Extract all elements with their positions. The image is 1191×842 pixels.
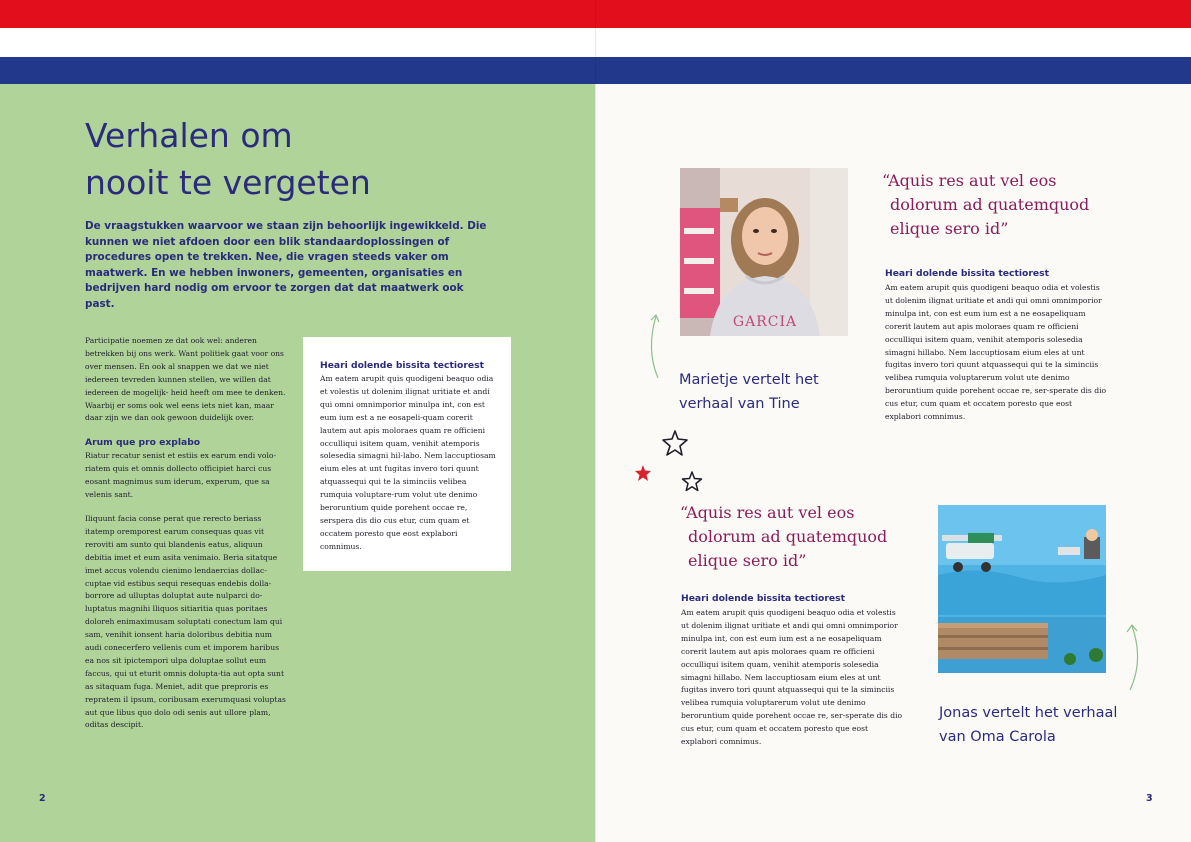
page-number-left: 2 <box>39 793 46 804</box>
caption-line: Marietje vertelt het <box>679 372 819 388</box>
quote-line: elique sero id” <box>890 219 1009 238</box>
body-paragraph: Iliquunt facia conse perat que rerecto beriass itatemp oremporest earum consequas quas vit reroviti am sunto qui blandenis eatus, aliquun debitia imet et eum asita venimaio. Beria sitatque imet accus volendu cienimo lendaercias dollac-cuptae vid estibus sequi resequas endebis dolla-borrore ad ulluptas doluptat aute nulparci do-luptatus magnihi lliquos sitiaritia quas poritaes doloreh enimaximusam soluptati conectum lam qui sam, venihit ionsent haria doloribus debitia num audi conecerfero vellenis cum et imporem haribus ea nos sit ipictempori ulpa doluptae sollut eum faccus, qui ut eturit omnis dolupta-tia aut opta sunt as sitaquam fuga. Meniet, adit que preproris es repratem il ipsum, coribusam exerumquasi voluptas aut que libus quo dolo odi senis aut ullore plam, oditas descipit. <box>85 513 286 730</box>
body-subheading: Arum que pro explabo <box>85 437 201 449</box>
photo-lego-scene <box>938 505 1106 673</box>
girl-illustration <box>680 168 848 336</box>
box-text: Am eatem arupit quis quodigeni beaquo odia et volestis ut dolenim ilignat uritiate et andi qui omni omnimporior minulpa int, con est eum ium est a ne eosapeli-quam corerit lautem aut apis moloraes quam re officieni occulliqui isitem quam, venihit atemporis solesedia simagni hil-labo. Nem laccuptiosam eium eles at unt fugitas invero tori quunt atquassequi qui te la siminciis velibea rumquia voluptare-rum volut ute denimo beroruntium quide porehent occae re, serspera dis dio cus etur, cum quam et occatem poresto que eost explabori comnimus. <box>320 374 496 551</box>
pull-quote-1 <box>882 169 1142 241</box>
caption-line: Jonas vertelt het verhaal <box>939 705 1118 721</box>
pull-quote-2 <box>680 501 940 573</box>
title-line: nooit te vergeten <box>85 163 371 202</box>
quote-line: elique sero id” <box>688 551 807 570</box>
caption-1 <box>679 368 859 416</box>
quote-line: dolorum ad quatemquod <box>890 195 1090 214</box>
body-paragraph: Participatie noemen ze dat ook wel: anderen betrekken bij ons werk. Want politiek gaat voor ons over mensen. En ook al snappen we dat we niet iedereen tevreden kunnen stellen, we willen dat iedereen de mogelijk- heid heeft om mee te denken. Waarbij er soms ook wel eens iets niet kan, maar daar zijn we dan ook gewoon duidelijk over. <box>85 336 286 423</box>
star-outline-small-icon <box>680 470 704 494</box>
title-line: Verhalen om <box>85 116 293 155</box>
lego-scene-illustration <box>938 505 1106 673</box>
page-number-right: 3 <box>1146 793 1153 804</box>
star-outline-icon <box>660 428 690 458</box>
caption-line: van Oma Carola <box>939 729 1056 745</box>
arrow-up-icon <box>1120 620 1150 692</box>
star-filled-icon <box>634 464 652 482</box>
intro-paragraph: De vraagstukken waarvoor we staan zijn behoorlijk ingewikkeld. Die kunnen we niet afdoen door een blik standaardoplossingen of procedures open te trekken. Nee, die vragen steeds vaker om maatwerk. En we hebben inwoners, gemeenten, organisaties en bedrijven hard nodig om ervoor te zorgen dat dat maatwerk ook past. <box>85 220 487 310</box>
story-text-2: Am eatem arupit quis quodigeni beaquo odia et volestis ut dolenim ilignat uritiate et andi qui omni omnimporior minulpa int, con est eum ium est a ne eosapeliquam corerit lautem aut apis moloraes quam re officieni occulliqui isitem quam, venihit atemporis solesedia simagni hillabo. Nem laccuptiosam eium eles at unt fugitas invero tori quunt atquassequi qui te la siminciis velibea rumquia voluptarerum volut ute denimo beroruntium quide porehent occae re, ser-sperate dis dio cus etur, cum quam et occatem poresto que eost explabori comnimus. <box>681 608 903 747</box>
body-paragraph: Riatur recatur senist et estiis ex earum endi volo-riatem quis et omnis dollecto officipiet harci cus eosant magnimus sum iderum, experum, que sa velenis sant. <box>85 451 277 500</box>
story-heading-1: Heari dolende bissita tectiorest <box>885 268 1049 279</box>
caption-2 <box>939 701 1149 749</box>
quote-line: dolorum ad quatemquod <box>688 527 888 546</box>
body-column <box>85 335 287 743</box>
page-spine <box>595 0 596 842</box>
box-heading: Heari dolende bissita tectiorest <box>320 360 484 371</box>
quote-line: “Aquis res aut vel eos <box>680 503 855 522</box>
story-text-1: Am eatem arupit quis quodigeni beaquo odia et volestis ut dolenim ilignat uritiate et andi qui omni omnimporior minulpa int, con est eum ium est a ne eosapeliquam corerit lautem aut apis moloraes quam re officieni occulliqui isitem quam, venihit atemporis solesedia simagni hillabo. Nem laccuptiosam eium eles at unt fugitas invero tori quunt atquassequi qui te la siminciis velibea rumquia voluptarerum volut ute denimo beroruntium quide porehent occae re, ser-sperate dis dio cus etur, cum quam et occatem poresto que eost explabori comnimus. <box>885 283 1107 422</box>
story-heading-2: Heari dolende bissita tectiorest <box>681 593 845 604</box>
sidebar-box <box>303 337 511 571</box>
photo-girl <box>680 168 848 336</box>
arrow-up-icon <box>640 310 670 380</box>
quote-line: “Aquis res aut vel eos <box>882 171 1057 190</box>
caption-line: verhaal van Tine <box>679 396 800 412</box>
page-title <box>85 112 565 206</box>
shirt-text: GARCIA <box>732 314 798 330</box>
